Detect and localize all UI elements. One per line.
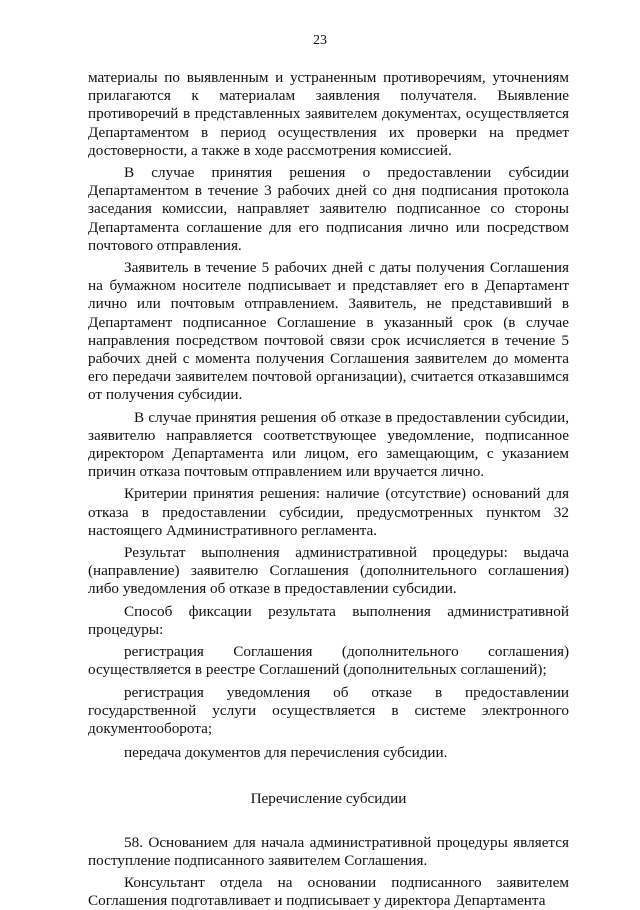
paragraph-contradictions-materials: материалы по выявленным и устраненным противоречиям, уточнениям прилагаются к материалам заявления получателя. Выявление противоречий в представленных заявителем документах, осуществляется Департаментом в период осуществления их проверки на предмет достоверности, а также в ходе рассмотрения комиссией.: [88, 69, 569, 159]
page-number: 23: [313, 33, 327, 48]
section-heading: Перечисление субсидии: [250, 790, 407, 808]
paragraph-applicant-signing: Заявитель в течение 5 рабочих дней с даты получения Соглашения на бумажном носителе подписывает и представляет его в Департамент лично или почтовым отправлением. Заявитель, не представивший в Департамент подписанное Соглашение в указанный срок (в случае направления посредством почтовой связи срок исчисляется в течение 5 рабочих дней с момента получения Соглашения заявителем до момента его передачи заявителем почтовой организации), считается отказавшимся от получения субсидии.: [88, 259, 569, 404]
paragraph-procedure-result: Результат выполнения административной процедуры: выдача (направление) заявителю Соглашения (дополнительного соглашения) либо уведомления об отказе в предоставлении субсидии.: [88, 544, 569, 598]
paragraph-consultant-preparation: Консультант отдела на основании подписанного заявителем Соглашения подготавливает и подписывает у директора Департамента: [88, 873, 569, 910]
paragraph-notice-registration: регистрация уведомления об отказе в предоставлении государственной услуги осуществляется в системе электронного документооборота;: [88, 683, 569, 737]
paragraph-decision-criteria: Критерии принятия решения: наличие (отсутствие) оснований для отказа в предоставлении субсидии, предусмотренных пунктом 32 настоящего Административного регламента.: [88, 485, 569, 539]
paragraph-58-basis: 58. Основанием для начала административной процедуры является поступление подписанного заявителем Соглашения.: [88, 833, 569, 869]
document-body: [88, 69, 569, 910]
paragraph-approval-decision: В случае принятия решения о предоставлении субсидии Департаментом в течение 3 рабочих дней со дня подписания протокола заседания комиссии, направляет заявителю подписанное со стороны Департамента соглашение для его подписания лично или посредством почтового отправления.: [88, 164, 569, 254]
paragraph-fixation-method: Способ фиксации результата выполнения административной процедуры:: [88, 602, 569, 638]
paragraph-agreement-registration: регистрация Соглашения (дополнительного соглашения) осуществляется в реестре Соглашений (дополнительных соглашений);: [88, 643, 569, 679]
paragraph-documents-transfer: передача документов для перечисления субсидии.: [124, 744, 448, 762]
paragraph-refusal-decision: В случае принятия решения об отказе в предоставлении субсидии, заявителю направляется соответствующее уведомление, подписанное директором Департамента или лицом, его замещающим, с указанием причин отказа почтовым отправлением или вручается лично.: [88, 408, 569, 481]
